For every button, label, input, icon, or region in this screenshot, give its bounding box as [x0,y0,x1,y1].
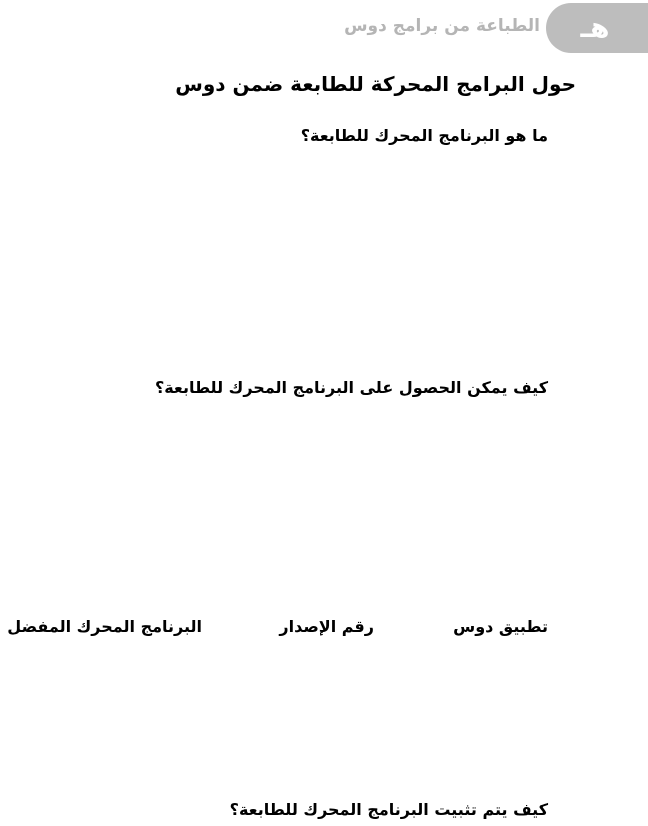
table-header-preferred-driver: البرنامج المحرك المفضل [7,617,202,636]
running-header-title: الطباعة من برامج دوس [344,16,540,36]
question-heading-obtain-driver: كيف يمكن الحصول على البرنامج المحرك للطابعة؟ [154,378,548,397]
question-heading-install-driver: كيف يتم تثبيت البرنامج المحرك للطابعة؟ [229,800,548,819]
table-header-version-number: رقم الإصدار [279,617,374,636]
chapter-letter: هـ [580,11,610,44]
section-title: حول البرامج المحركة للطابعة ضمن دوس [175,72,576,96]
question-heading-what-is-driver: ما هو البرنامج المحرك للطابعة؟ [300,126,548,145]
table-header-dos-application: تطبيق دوس [453,617,548,636]
